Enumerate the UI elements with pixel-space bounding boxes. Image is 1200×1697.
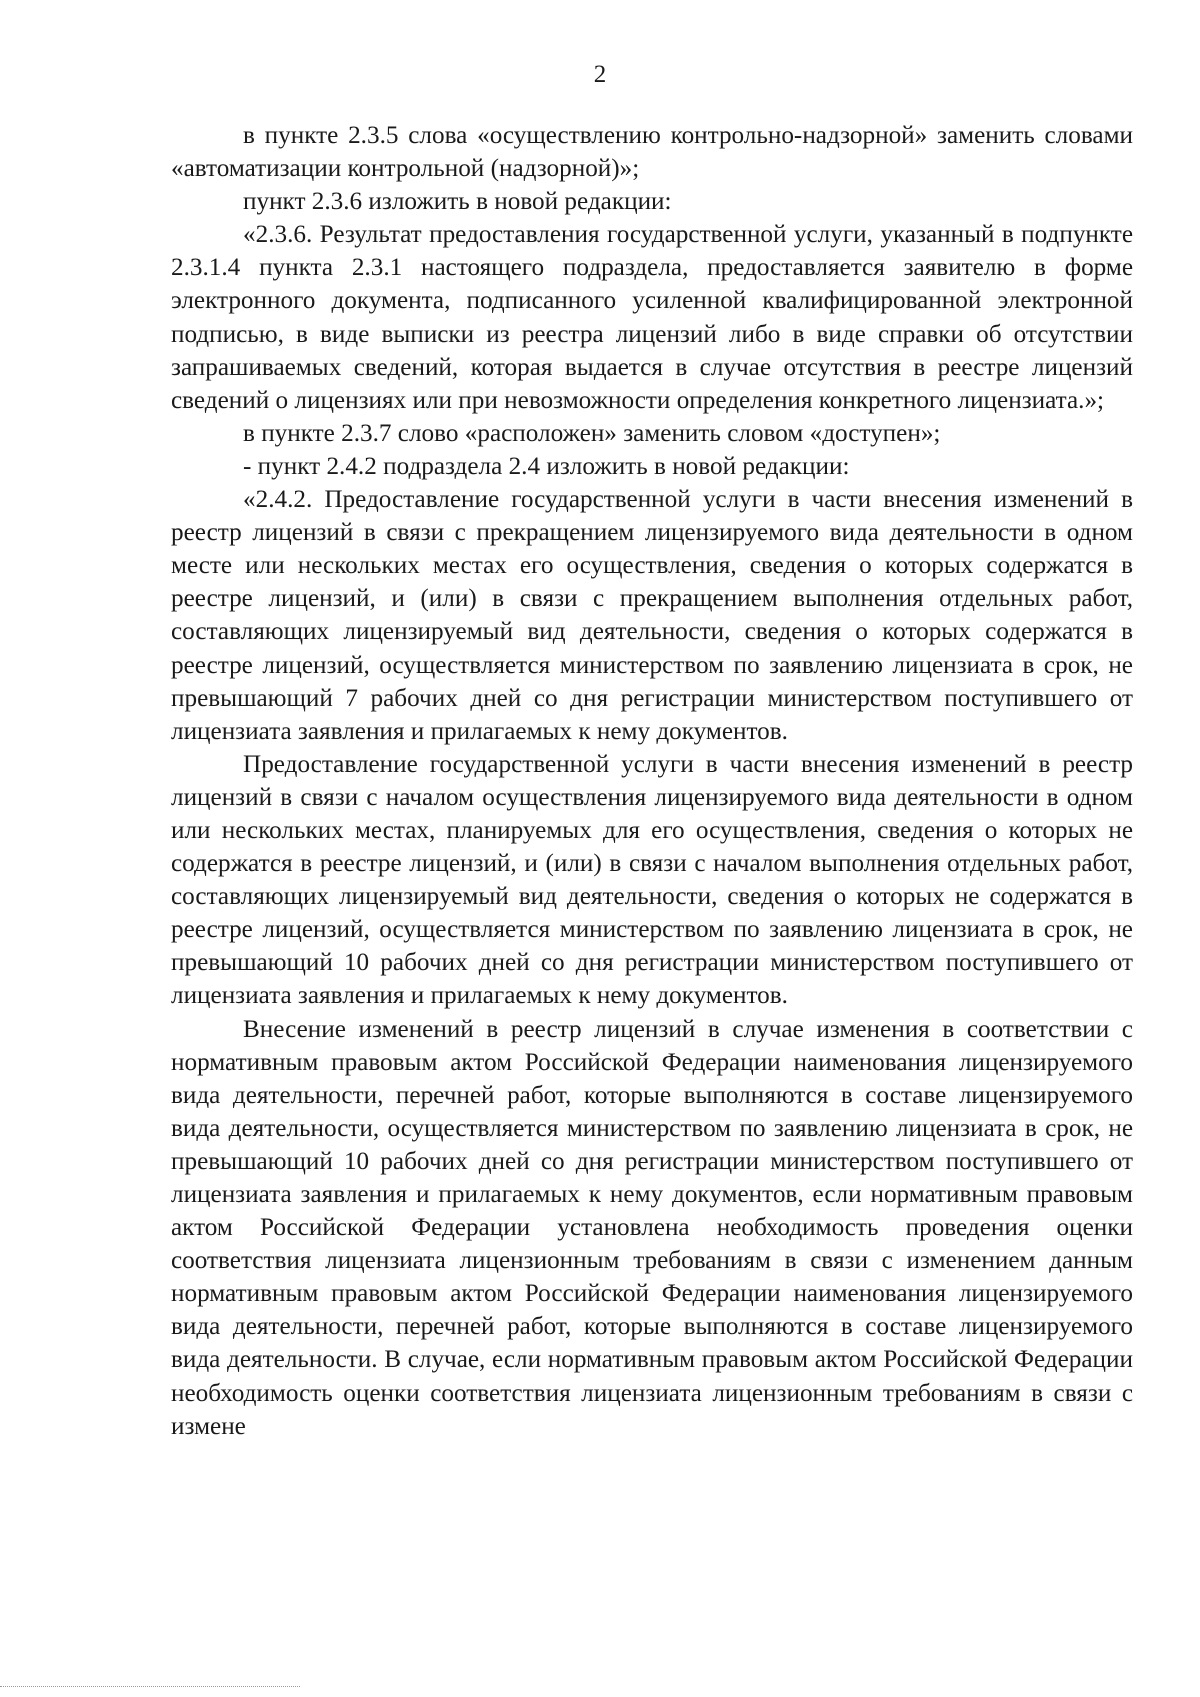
- paragraph-item-2-3-5: в пункте 2.3.5 слова «осуществлению контрольно-надзорной» заменить словами «автоматизации контрольной (надзорной)»;: [171, 122, 1133, 183]
- paragraph-item-2-3-7: в пункте 2.3.7 слово «расположен» заменить словом «доступен»;: [243, 419, 941, 447]
- paragraph-item-2-3-6-intro: пункт 2.3.6 изложить в новой редакции:: [243, 188, 672, 216]
- paragraph-registry-changes: Внесение изменений в реестр лицензий в случае изменения в соответствии с нормативным правовым актом Российской Федерации наименования лицензируемого вида деятельности, перечней работ, которые выполняются в составе лицензируемого вида деятельности, осуществляется министерством по заявлению лицензиата в срок, не превышающий 10 рабочих дней со дня регистрации министерством поступившего от лицензиата заявления и прилагаемых к нему документов, если нормативным правовым актом Российской Федерации установлена необходимость проведения оценки соответствия лицензиата лицензионным требованиям в связи с изменением данным нормативным правовым актом Российской Федерации наименования лицензируемого вида деятельности, перечней работ, которые выполняются в составе лицензируемого вида деятельности. В случае, если нормативным правовым актом Российской Федерации необходимость оценки соответствия лицензиата лицензионным требованиям в связи с измене: [171, 1015, 1133, 1440]
- page-number: 2: [593, 61, 607, 88]
- paragraph-service-changes: Предоставление государственной услуги в части внесения изменений в реестр лицензий в связи с началом осуществления лицензируемого вида деятельности в одном или нескольких местах, планируемых для его осуществления, сведения о которых не содержатся в реестре лицензий, и (или) в связи с началом выполнения отдельных работ, составляющих лицензируемый вид деятельности, сведения о которых не содержатся в реестре лицензий, осуществляется министерством по заявлению лицензиата в срок, не превышающий 10 рабочих дней со дня регистрации министерством поступившего от лицензиата заявления и прилагаемых к нему документов.: [171, 750, 1133, 1010]
- paragraph-item-2-4-2-text: «2.4.2. Предоставление государственной услуги в части внесения изменений в реестр лицензий в связи с прекращением лицензируемого вида деятельности в одном месте или нескольких местах его осуществления, сведения о которых содержатся в реестре лицензий, и (или) в связи с прекращением выполнения отдельных работ, составляющих лицензируемый вид деятельности, сведения о которых содержатся в реестре лицензий, осуществляется министерством по заявлению лицензиата в срок, не превышающий 7 рабочих дней со дня регистрации министерством поступившего от лицензиата заявления и прилагаемых к нему документов.: [171, 486, 1133, 745]
- paragraph-item-2-3-6-text: «2.3.6. Результат предоставления государственной услуги, указанный в подпункте 2.3.1.4 пункта 2.3.1 настоящего подраздела, предоставляется заявителю в форме электронного документа, подписанного усиленной квалифицированной электронной подписью, в виде выписки из реестра лицензий либо в виде справки об отсутствии запрашиваемых сведений, которая выдается в случае отсутствия в реестре лицензий сведений о лицензиях или при невозможности определения конкретного лицензиата.»;: [171, 221, 1133, 414]
- bottom-divider: [0, 1686, 300, 1687]
- document-body: [171, 119, 1133, 1443]
- paragraph-item-2-4-2-intro: - пункт 2.4.2 подраздела 2.4 изложить в новой редакции:: [243, 452, 850, 480]
